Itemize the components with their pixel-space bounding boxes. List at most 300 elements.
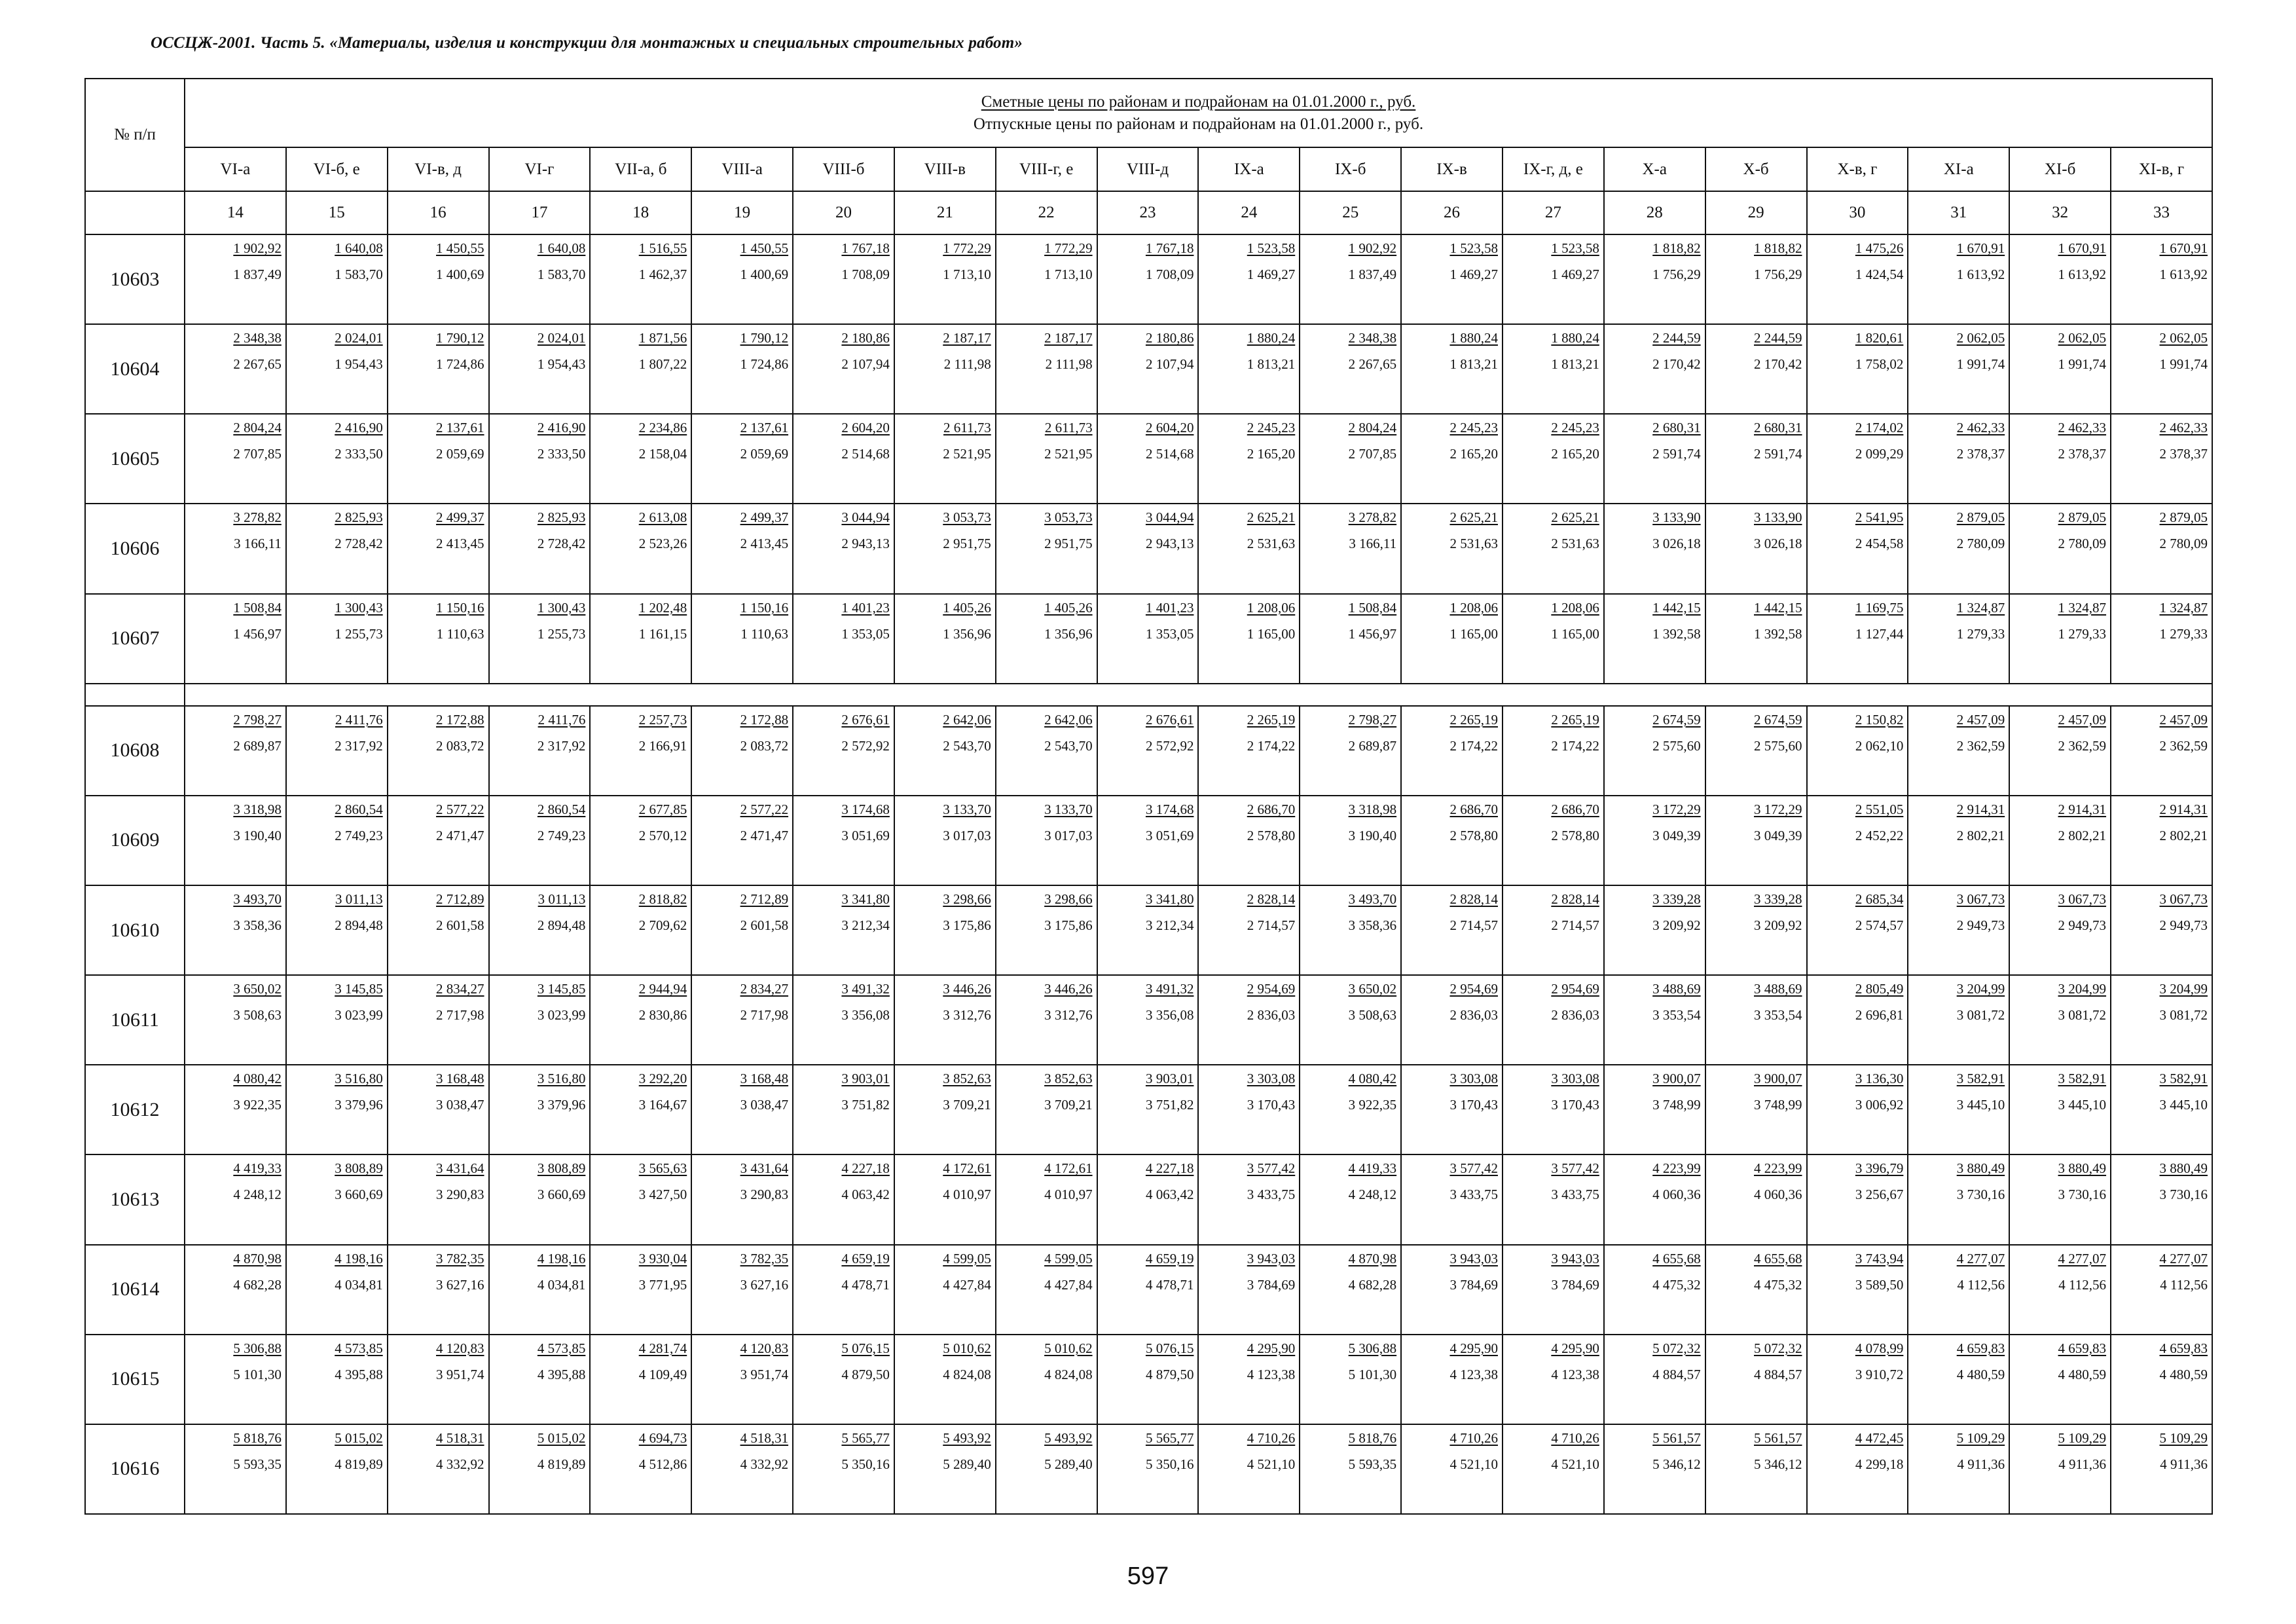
price-cell [2111,1154,2212,1244]
estimate-price: 3 396,79 [1855,1160,1904,1177]
release-price: 1 837,49 [233,267,282,282]
price-cell [489,324,591,414]
table-row [85,1245,2212,1335]
estimate-price: 2 180,86 [841,330,890,346]
price-cell [1503,796,1604,885]
price-cell [1097,1065,1199,1154]
estimate-price: 3 145,85 [335,981,383,997]
price-cell [691,594,793,684]
release-price: 1 456,97 [1348,625,1397,642]
price-cell [185,504,286,593]
estimate-price: 3 011,13 [335,891,383,907]
price-cell [793,504,894,593]
release-price: 2 802,21 [1956,827,2005,843]
estimate-price: 1 670,91 [1956,240,2005,256]
price-cell [1604,975,1705,1065]
release-price: 4 060,36 [1754,1187,1802,1203]
estimate-price: 2 686,70 [1449,801,1498,817]
release-price: 2 575,60 [1754,737,1802,754]
release-price: 4 884,57 [1652,1366,1701,1382]
release-price: 1 713,10 [1044,267,1093,282]
estimate-price: 1 475,26 [1855,240,1904,256]
release-price: 2 165,20 [1551,446,1599,462]
release-price: 4 478,71 [1145,1276,1194,1293]
price-cell [996,1154,1097,1244]
zone-header: XI-а [1908,147,2009,191]
price-cell [2009,885,2111,975]
column-number: 15 [286,191,388,234]
release-price: 3 427,50 [638,1187,687,1203]
release-price: 3 190,40 [1348,827,1397,843]
estimate-price: 2 804,24 [233,420,282,436]
price-cell [2009,1154,2111,1244]
release-price: 4 034,81 [537,1276,586,1293]
price-cell [388,1335,489,1424]
estimate-price: 3 930,04 [638,1250,687,1266]
estimate-price: 3 341,80 [841,891,890,907]
release-price: 1 583,70 [537,267,586,282]
release-price: 2 413,45 [740,536,789,552]
estimate-price: 1 880,24 [1247,330,1296,346]
estimate-price: 2 062,05 [2159,330,2208,346]
price-cell [894,414,996,504]
price-cell [1807,975,1908,1065]
release-price: 2 413,45 [436,536,484,552]
price-cell [2009,1245,2111,1335]
price-cell [1908,504,2009,593]
release-price: 3 006,92 [1855,1097,1904,1113]
price-cell [894,324,996,414]
release-price: 2 317,92 [335,737,383,754]
estimate-price: 3 582,91 [1956,1071,2005,1087]
estimate-price: 3 011,13 [538,891,586,907]
estimate-price: 2 676,61 [1145,711,1194,728]
price-cell [1908,975,2009,1065]
release-price: 1 161,15 [638,625,687,642]
price-cell [1198,885,1300,975]
estimate-price: 5 072,32 [1652,1340,1701,1356]
blank-cell [85,684,185,706]
price-cell [1300,414,1401,504]
release-price: 3 175,86 [1044,917,1093,933]
zone-header: VIII-а [691,147,793,191]
release-price: 1 756,29 [1652,267,1701,282]
price-cell [489,1424,591,1514]
price-cell [1401,975,1503,1065]
estimate-price: 3 174,68 [1145,801,1194,817]
release-price: 2 059,69 [740,446,789,462]
estimate-price: 2 828,14 [1551,891,1599,907]
estimate-price: 2 804,24 [1348,420,1397,436]
price-cell [1198,234,1300,324]
estimate-price: 3 943,03 [1247,1250,1296,1266]
estimate-price: 1 169,75 [1855,599,1904,616]
estimate-price: 2 462,33 [1956,420,2005,436]
price-cell [185,1424,286,1514]
price-cell [286,975,388,1065]
release-price: 3 627,16 [436,1276,484,1293]
price-cell [1705,1154,1807,1244]
release-price: 1 165,00 [1551,625,1599,642]
estimate-price: 4 573,85 [537,1340,586,1356]
release-price: 3 166,11 [1349,536,1397,552]
table-row [85,504,2212,593]
price-cell [1097,885,1199,975]
column-number: 19 [691,191,793,234]
estimate-price: 1 670,91 [2159,240,2208,256]
release-price: 2 601,58 [436,917,484,933]
price-cell [1604,885,1705,975]
price-cell [996,594,1097,684]
price-cell [1604,504,1705,593]
release-price: 1 837,49 [1348,267,1397,282]
estimate-price: 2 686,70 [1247,801,1296,817]
price-cell [2111,706,2212,796]
release-price: 1 954,43 [335,356,383,373]
release-price: 1 400,69 [436,267,484,282]
price-cell [388,594,489,684]
estimate-price: 3 303,08 [1551,1071,1599,1087]
price-cell [1401,594,1503,684]
estimate-price: 2 954,69 [1247,981,1296,997]
release-price: 1 165,00 [1247,625,1296,642]
release-price: 1 255,73 [335,625,383,642]
price-cell [388,234,489,324]
price-cell [286,885,388,975]
release-price: 3 910,72 [1855,1366,1904,1382]
price-cell [1807,1245,1908,1335]
price-cell [894,1065,996,1154]
price-cell [1097,796,1199,885]
release-price: 3 709,21 [943,1097,991,1113]
release-price: 3 038,47 [436,1097,484,1113]
release-price: 4 480,59 [2159,1366,2208,1382]
price-cell [1908,414,2009,504]
zone-header: VIII-б [793,147,894,191]
price-cell [691,796,793,885]
estimate-price: 4 599,05 [943,1250,991,1266]
estimate-price: 1 772,29 [943,240,991,256]
column-number: 23 [1097,191,1199,234]
estimate-price: 2 674,59 [1754,711,1802,728]
price-cell [996,1335,1097,1424]
estimate-price: 2 834,27 [740,981,789,997]
price-cell [1503,1065,1604,1154]
price-cell [286,504,388,593]
estimate-price: 2 265,19 [1551,711,1599,728]
estimate-price: 2 137,61 [740,420,789,436]
price-cell [1097,504,1199,593]
release-price: 2 174,22 [1449,737,1498,754]
estimate-price: 3 431,64 [436,1160,484,1177]
estimate-price: 3 278,82 [1348,509,1397,526]
price-cell [388,796,489,885]
release-price: 5 101,30 [233,1366,282,1382]
price-cell [1908,324,2009,414]
release-price: 1 462,37 [638,267,687,282]
estimate-price: 4 472,45 [1855,1430,1904,1446]
estimate-price: 1 820,61 [1855,330,1904,346]
release-price: 2 949,73 [1956,917,2005,933]
release-price: 2 531,63 [1449,536,1498,552]
caption-release: Отпускные цены по районам и подрайонам на 01.01.2000 г., руб. [973,115,1424,133]
estimate-price: 3 133,70 [1044,801,1093,817]
table-row [85,975,2212,1065]
price-cell [1401,414,1503,504]
release-price: 2 543,70 [943,737,991,754]
price-cell [286,1065,388,1154]
estimate-price: 3 136,30 [1855,1071,1904,1087]
release-price: 3 026,18 [1754,536,1802,552]
price-cell [793,1424,894,1514]
price-cell [1908,1335,2009,1424]
estimate-price: 2 642,06 [1044,711,1093,728]
estimate-price: 2 257,73 [638,711,687,728]
price-cell [691,1154,793,1244]
release-price: 2 107,94 [841,356,890,373]
estimate-price: 1 508,84 [1348,599,1397,616]
column-number: 17 [489,191,591,234]
estimate-price: 2 825,93 [537,509,586,526]
estimate-price: 2 180,86 [1145,330,1194,346]
column-number: 20 [793,191,894,234]
item-code: 10609 [85,796,185,885]
estimate-price: 3 053,73 [1044,509,1093,526]
price-cell [996,324,1097,414]
release-price: 1 708,09 [841,267,890,282]
release-price: 2 578,80 [1449,827,1498,843]
estimate-price: 4 659,19 [841,1250,890,1266]
estimate-price: 2 686,70 [1551,801,1599,817]
release-price: 3 445,10 [2159,1097,2208,1113]
price-cell [996,504,1097,593]
estimate-price: 3 341,80 [1145,891,1194,907]
estimate-price: 2 416,90 [335,420,383,436]
price-cell [793,1245,894,1335]
estimate-price: 3 808,89 [537,1160,586,1177]
price-cell [1198,1424,1300,1514]
release-price: 2 749,23 [335,827,383,843]
release-price: 1 708,09 [1145,267,1194,282]
release-price: 2 267,65 [233,356,282,373]
estimate-price: 1 523,58 [1551,240,1599,256]
estimate-price: 1 767,18 [841,240,890,256]
estimate-price: 2 828,14 [1247,891,1296,907]
release-price: 3 212,34 [841,917,890,933]
estimate-price: 3 067,73 [2159,891,2208,907]
release-price: 2 943,13 [1145,536,1194,552]
release-price: 2 836,03 [1247,1007,1296,1024]
estimate-price: 1 208,06 [1551,599,1599,616]
price-cell [1300,504,1401,593]
estimate-price: 2 642,06 [943,711,991,728]
release-price: 1 392,58 [1652,625,1701,642]
price-cell [1401,1154,1503,1244]
release-price: 1 613,92 [1956,267,2005,282]
estimate-price: 2 499,37 [740,509,789,526]
price-cell [1908,1245,2009,1335]
estimate-price: 3 852,63 [1044,1071,1093,1087]
column-number: 31 [1908,191,2009,234]
estimate-price: 3 318,98 [1348,801,1397,817]
release-price: 2 059,69 [436,446,484,462]
estimate-price: 1 150,16 [436,599,484,616]
estimate-price: 2 677,85 [638,801,687,817]
estimate-price: 3 900,07 [1652,1071,1701,1087]
price-cell [1807,1335,1908,1424]
price-cell [1807,1424,1908,1514]
release-price: 4 911,36 [2160,1456,2208,1472]
estimate-price: 2 348,38 [233,330,282,346]
estimate-price: 3 880,49 [1956,1160,2005,1177]
release-price: 1 713,10 [943,267,991,282]
release-price: 3 038,47 [740,1097,789,1113]
zone-header: X-б [1705,147,1807,191]
estimate-price: 2 860,54 [335,801,383,817]
estimate-price: 1 450,55 [436,240,484,256]
release-price: 2 709,62 [638,917,687,933]
release-price: 4 395,88 [537,1366,586,1382]
release-price: 1 353,05 [841,625,890,642]
release-price: 3 190,40 [233,827,282,843]
release-price: 1 255,73 [537,625,586,642]
release-price: 3 312,76 [943,1007,991,1024]
release-price: 3 922,35 [233,1097,282,1113]
release-price: 2 166,91 [638,737,687,754]
estimate-price: 2 685,34 [1855,891,1904,907]
price-cell [1097,234,1199,324]
estimate-price: 2 245,23 [1247,420,1296,436]
price-cell [1198,1245,1300,1335]
estimate-price: 2 798,27 [233,711,282,728]
zone-header: XI-б [2009,147,2111,191]
zone-header: VII-а, б [590,147,691,191]
release-price: 4 512,86 [638,1456,687,1472]
estimate-price: 4 419,33 [1348,1160,1397,1177]
item-code: 10616 [85,1424,185,1514]
price-cell [1198,594,1300,684]
release-price: 2 830,86 [638,1007,687,1024]
release-price: 1 807,22 [638,356,687,373]
price-cell [1401,504,1503,593]
price-cell [286,324,388,414]
release-price: 1 279,33 [1956,625,2005,642]
price-cell [1198,1065,1300,1154]
num-header: № п/п [85,79,185,191]
price-cell [185,594,286,684]
estimate-price: 1 772,29 [1044,240,1093,256]
estimate-price: 3 650,02 [233,981,282,997]
estimate-price: 5 109,29 [2159,1430,2208,1446]
estimate-price: 3 900,07 [1754,1071,1802,1087]
release-price: 2 333,50 [537,446,586,462]
release-price: 3 730,16 [1956,1187,2005,1203]
price-cell [2009,975,2111,1065]
estimate-price: 1 640,08 [335,240,383,256]
item-code: 10610 [85,885,185,975]
release-price: 1 954,43 [537,356,586,373]
release-price: 2 802,21 [2058,827,2107,843]
estimate-price: 1 208,06 [1247,599,1296,616]
estimate-price: 3 174,68 [841,801,890,817]
estimate-price: 1 523,58 [1247,240,1296,256]
release-price: 4 682,28 [233,1276,282,1293]
release-price: 3 951,74 [740,1366,789,1382]
estimate-price: 1 300,43 [335,599,383,616]
estimate-price: 2 462,33 [2058,420,2107,436]
release-price: 3 445,10 [2058,1097,2107,1113]
release-price: 4 332,92 [740,1456,789,1472]
estimate-price: 2 613,08 [638,509,687,526]
estimate-price: 3 516,80 [537,1071,586,1087]
estimate-price: 1 767,18 [1145,240,1194,256]
release-price: 2 362,59 [1956,737,2005,754]
release-price: 5 101,30 [1348,1366,1397,1382]
release-price: 3 445,10 [1956,1097,2005,1113]
release-price: 3 508,63 [1348,1007,1397,1024]
price-cell [1705,414,1807,504]
estimate-price: 3 067,73 [1956,891,2005,907]
price-cell [1198,706,1300,796]
estimate-price: 1 640,08 [537,240,586,256]
column-number: 32 [2009,191,2111,234]
estimate-price: 4 277,07 [1956,1250,2005,1266]
estimate-price: 2 348,38 [1348,330,1397,346]
release-price: 2 111,98 [943,356,991,373]
release-price: 2 578,80 [1247,827,1296,843]
estimate-price: 3 577,42 [1551,1160,1599,1177]
zone-header: IX-г, д, е [1503,147,1604,191]
zone-header: VI-а [185,147,286,191]
estimate-price: 1 790,12 [740,330,789,346]
release-price: 2 578,80 [1551,827,1599,843]
price-cell [489,1065,591,1154]
estimate-price: 3 172,29 [1652,801,1701,817]
column-number: 25 [1300,191,1401,234]
estimate-price: 2 245,23 [1551,420,1599,436]
release-price: 3 017,03 [1044,827,1093,843]
price-cell [388,706,489,796]
release-price: 2 728,42 [537,536,586,552]
estimate-price: 4 694,73 [638,1430,687,1446]
estimate-price: 1 871,56 [638,330,687,346]
price-cell [894,1335,996,1424]
estimate-price: 3 431,64 [740,1160,789,1177]
price-cell [691,1335,793,1424]
estimate-price: 1 880,24 [1551,330,1599,346]
price-cell [1097,1335,1199,1424]
price-cell [1097,324,1199,414]
estimate-price: 1 902,92 [233,240,282,256]
estimate-price: 2 914,31 [1956,801,2005,817]
price-cell [793,414,894,504]
price-cell [1097,975,1199,1065]
item-code: 10604 [85,324,185,414]
release-price: 1 724,86 [740,356,789,373]
estimate-price: 1 880,24 [1449,330,1498,346]
release-price: 4 911,36 [1957,1456,2005,1472]
release-price: 3 017,03 [943,827,991,843]
price-cell [1908,706,2009,796]
price-cell [1198,796,1300,885]
release-price: 4 123,38 [1551,1366,1599,1382]
price-cell [185,324,286,414]
price-cell [1604,1335,1705,1424]
price-cell [691,975,793,1065]
price-cell [1807,1154,1908,1244]
price-cell [1807,414,1908,504]
release-price: 2 471,47 [740,827,789,843]
